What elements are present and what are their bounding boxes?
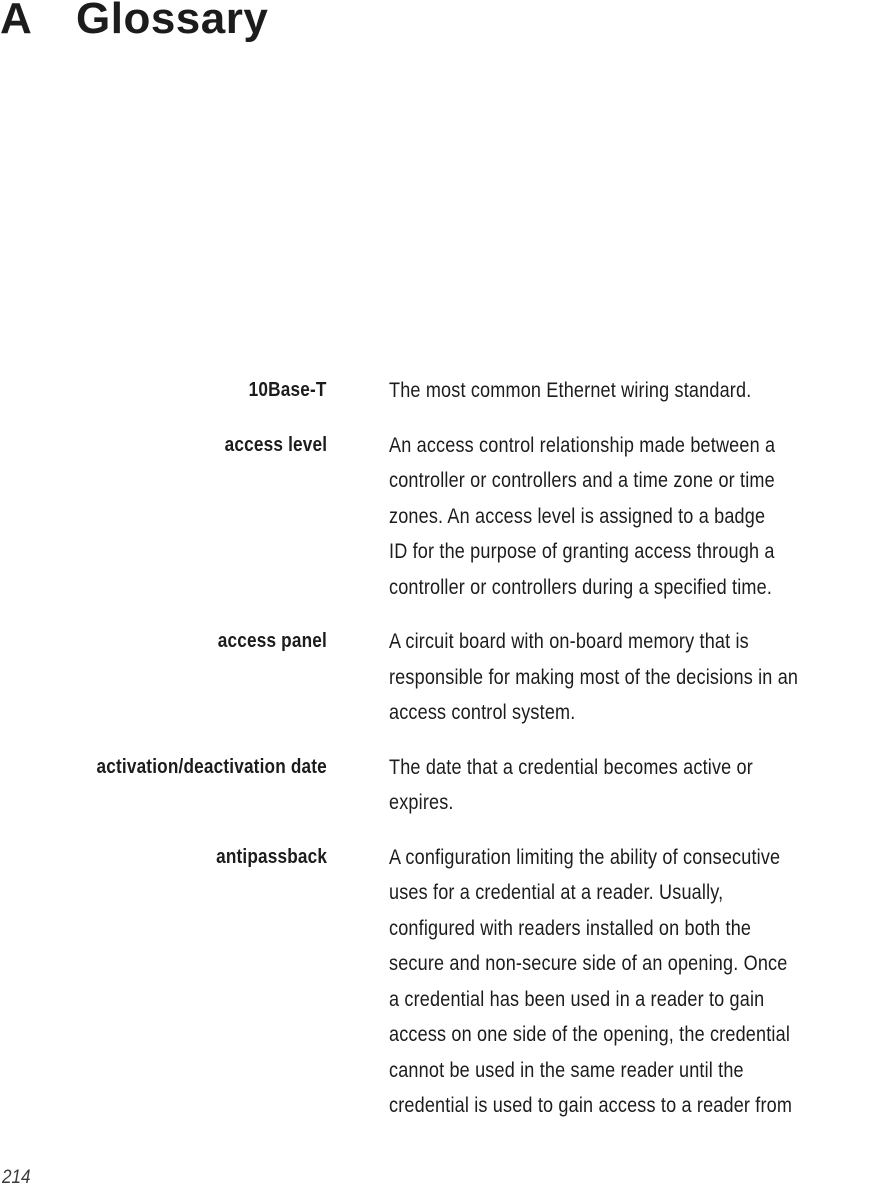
chapter-title: Glossary (76, 0, 269, 43)
glossary-entry-activation-deactivation-date (0, 750, 887, 821)
glossary-definition (389, 750, 836, 821)
glossary-definition (389, 624, 836, 731)
definition-line: configured with readers installed on both the (389, 916, 752, 940)
glossary-definition (389, 428, 836, 606)
definition-line: A configuration limiting the ability of consecutive (389, 845, 781, 869)
definition-line: uses for a credential at a reader. Usually, (389, 881, 724, 904)
definition-line: secure and non-secure side of an opening. Once (389, 952, 788, 975)
glossary-term: 10Base-T (249, 379, 327, 401)
glossary-definition (389, 373, 836, 409)
definition-line: ID for the purpose of granting access through a (389, 540, 775, 563)
glossary-entry-access-panel (0, 624, 887, 731)
glossary-entry-access-level (0, 428, 887, 606)
definition-line: access control system. (389, 701, 576, 724)
chapter-letter: A (0, 0, 33, 43)
page-number: 214 (2, 1167, 31, 1188)
definition-line: zones. An access level is assigned to a badge (389, 504, 766, 528)
glossary-entry-10base-t (0, 373, 887, 409)
definition-line: An access control relationship made between a (389, 433, 776, 457)
chapter-heading (0, 0, 268, 44)
definition-line: The most common Ethernet wiring standard. (389, 379, 752, 402)
definition-line: controller or controllers and a time zone or time (389, 469, 775, 492)
definition-line: a credential has been used in a reader to gain (389, 987, 765, 1011)
definition-line: cannot be used in the same reader until the (389, 1058, 744, 1082)
glossary-term: access panel (217, 630, 327, 652)
glossary-list (0, 373, 887, 1124)
glossary-term: antipassback (215, 845, 327, 868)
definition-line: credential is used to gain access to a reader from (389, 1094, 793, 1117)
definition-line: access on one side of the opening, the credential (389, 1023, 791, 1046)
glossary-term: activation/deactivation date (96, 755, 327, 778)
definition-line: The date that a credential becomes active or (389, 755, 753, 779)
glossary-entry-antipassback (0, 840, 887, 1124)
definition-line: responsible for making most of the decisions in an (389, 665, 799, 689)
glossary-term: access level (224, 433, 327, 456)
definition-line: expires. (389, 791, 454, 814)
glossary-definition (389, 840, 836, 1124)
definition-line: controller or controllers during a specified time. (389, 575, 773, 599)
definition-line: A circuit board with on-board memory that is (389, 630, 749, 653)
